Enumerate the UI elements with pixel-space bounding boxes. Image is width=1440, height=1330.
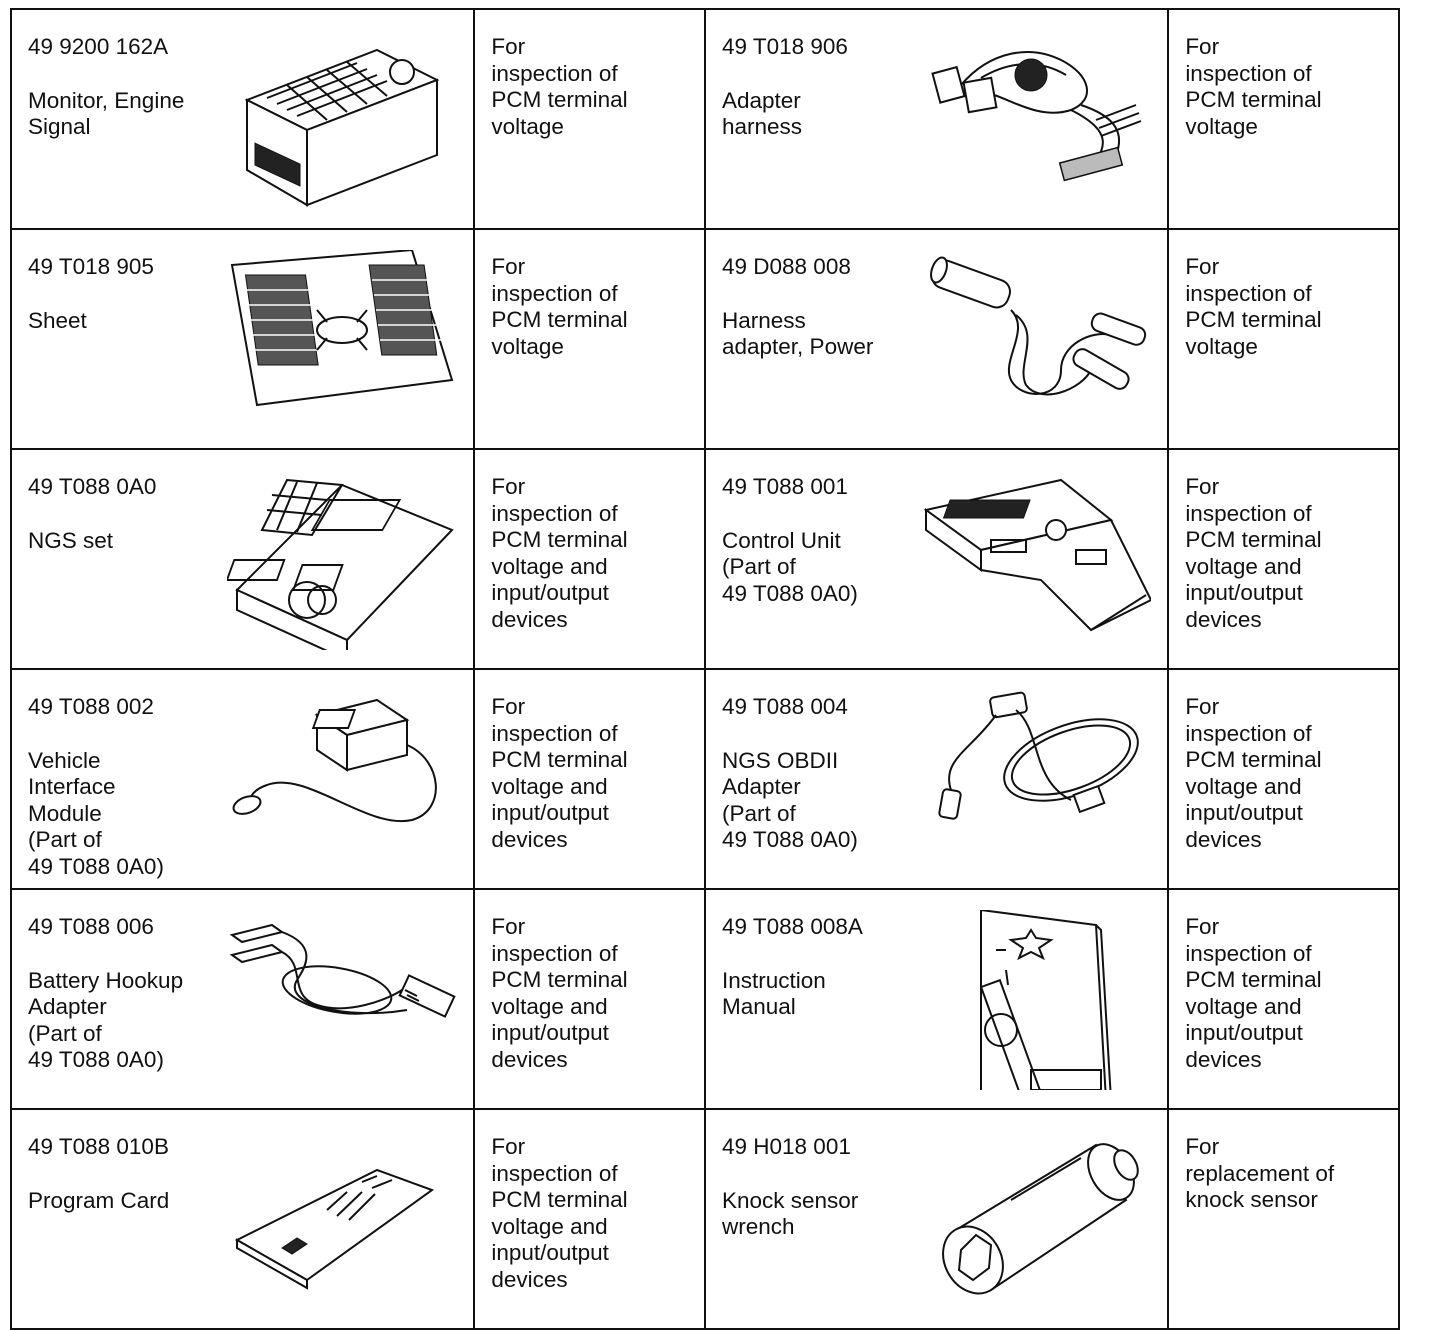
tool-cell [11, 1109, 474, 1329]
usage-cell [474, 1109, 705, 1329]
tool-cell [11, 449, 474, 669]
tool-number: 49 T088 004 [721, 694, 848, 719]
usage-text: For inspection of PCM terminal voltage and input/output devices [491, 1134, 628, 1292]
tool-cell [705, 229, 1168, 449]
tool-number: 49 T018 905 [28, 254, 154, 279]
tool-name: Control Unit (Part of 49 T088 0A0) [721, 527, 858, 606]
ngs-set-case-icon [227, 470, 457, 650]
usage-text: For inspection of PCM terminal voltage and input/output devices [1185, 914, 1322, 1072]
tool-number: 49 9200 162A [28, 34, 169, 59]
tool-cell [11, 9, 474, 229]
tool-name: Instruction Manual [721, 967, 826, 1019]
tool-number: 49 H018 001 [721, 1134, 851, 1159]
battery-hookup-adapter-icon [227, 910, 457, 1090]
adapter-harness-icon [921, 30, 1151, 210]
usage-cell [474, 669, 705, 889]
usage-text: For inspection of PCM terminal voltage [491, 254, 628, 359]
tool-cell [705, 9, 1168, 229]
tool-number: 49 T088 001 [721, 474, 848, 499]
tool-number: 49 D088 008 [721, 254, 851, 279]
usage-text: For inspection of PCM terminal voltage and input/output devices [491, 914, 628, 1072]
usage-cell [474, 229, 705, 449]
tool-number: 49 T088 010B [28, 1134, 169, 1159]
table-row [11, 9, 1399, 229]
usage-cell [474, 449, 705, 669]
tool-name: Battery Hookup Adapter (Part of 49 T088 0A0) [28, 967, 184, 1072]
tool-name: Adapter harness [721, 87, 803, 139]
tool-name: NGS OBDII Adapter (Part of 49 T088 0A0) [721, 747, 858, 852]
usage-text: For inspection of PCM terminal voltage [1185, 34, 1322, 139]
tool-cell [11, 669, 474, 889]
table-row [11, 669, 1399, 889]
obdii-adapter-icon [921, 690, 1151, 870]
control-unit-icon [921, 470, 1151, 650]
tool-number: 49 T018 906 [721, 34, 848, 59]
usage-text: For inspection of PCM terminal voltage [1185, 254, 1322, 359]
tool-number: 49 T088 002 [28, 694, 154, 719]
usage-cell [474, 889, 705, 1109]
terminal-sheet-icon [227, 250, 457, 430]
usage-text: For inspection of PCM terminal voltage and input/output devices [1185, 474, 1322, 632]
tool-name: Sheet [28, 307, 87, 333]
tool-name: Harness adapter, Power [721, 307, 874, 359]
tool-number: 49 T088 008A [721, 914, 863, 939]
tool-cell [705, 889, 1168, 1109]
tool-cell [705, 669, 1168, 889]
tool-cell [705, 449, 1168, 669]
vehicle-interface-module-icon [227, 690, 457, 870]
table-row [11, 449, 1399, 669]
usage-text: For inspection of PCM terminal voltage [491, 34, 628, 139]
tool-number: 49 T088 0A0 [28, 474, 157, 499]
tool-name: Vehicle Interface Module (Part of 49 T088 0A0) [28, 747, 164, 879]
tool-cell [705, 1109, 1168, 1329]
tool-cell [11, 889, 474, 1109]
program-card-icon [227, 1130, 457, 1310]
usage-text: For inspection of PCM terminal voltage and input/output devices [1185, 694, 1322, 852]
usage-text: For inspection of PCM terminal voltage and input/output devices [491, 694, 628, 852]
table-row [11, 229, 1399, 449]
engine-signal-monitor-icon [227, 30, 457, 210]
tool-name: Monitor, Engine Signal [28, 87, 185, 139]
usage-cell [1168, 669, 1399, 889]
special-service-tools-table [10, 8, 1400, 1330]
usage-cell [474, 9, 705, 229]
instruction-manual-icon [921, 910, 1151, 1090]
tool-name: Program Card [28, 1187, 170, 1213]
tool-name: Knock sensor wrench [721, 1187, 859, 1239]
tool-cell [11, 229, 474, 449]
usage-cell [1168, 449, 1399, 669]
usage-text: For inspection of PCM terminal voltage and input/output devices [491, 474, 628, 632]
tool-number: 49 T088 006 [28, 914, 154, 939]
usage-cell [1168, 229, 1399, 449]
knock-sensor-wrench-icon [921, 1130, 1151, 1310]
usage-cell [1168, 9, 1399, 229]
usage-cell [1168, 889, 1399, 1109]
usage-text: For replacement of knock sensor [1185, 1134, 1335, 1212]
table-row [11, 889, 1399, 1109]
power-harness-adapter-icon [921, 250, 1151, 430]
tool-name: NGS set [28, 527, 114, 553]
usage-cell [1168, 1109, 1399, 1329]
table-row [11, 1109, 1399, 1329]
